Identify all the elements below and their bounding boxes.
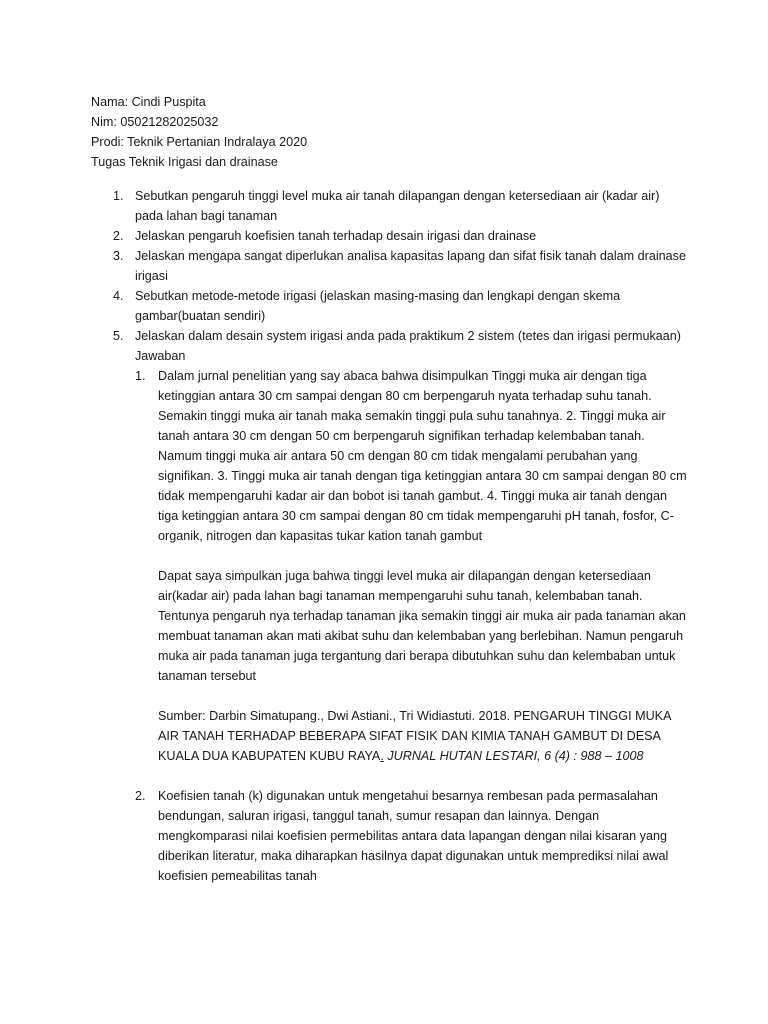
answer-paragraph: Dapat saya simpulkan juga bahwa tinggi level muka air dilapangan dengan ketersediaan air(kadar air) pada lahan bagi tanaman mempengaruhi suhu tanah, kelembaban tanah. Tentunya pengaruh nya terhadap tanaman jika semakin tinggi air muka air pada tanaman akan membuat tanaman akan mati akibat suhu dan kelembaban yang berlebihan. Namun pengaruh muka air pada tanaman juga tergantung dari berapa dibutuhkan suhu dan kelembaban untuk tanaman tersebut — [158, 569, 686, 683]
question-item — [91, 186, 688, 226]
source-text: Sumber: Darbin Simatupang., Dwi Astiani., Tri Widiastuti. 2018. PENGARUH TINGGI MUKA AIR TANAH TERHADAP BEBERAPA SIFAT FISIK DAN KIMIA TANAH GAMBUT DI DESA KUALA DUA KABUPATEN KUBU RAYA — [158, 709, 671, 763]
question-number: 3. — [113, 249, 124, 263]
question-list — [91, 186, 688, 886]
answer-list — [135, 366, 688, 886]
question-item — [91, 246, 688, 286]
journal-title: JURNAL HUTAN LESTARI, 6 (4) : 988 – 1008 — [383, 749, 644, 763]
question-item — [91, 326, 688, 886]
question-text: Jelaskan dalam desain system irigasi anda pada praktikum 2 sistem (tetes dan irigasi permukaan) — [135, 329, 681, 343]
answer-item — [135, 786, 688, 886]
question-number: 1. — [113, 189, 124, 203]
answer-item — [135, 366, 688, 786]
question-item — [91, 226, 688, 246]
assignment-title: Tugas Teknik Irigasi dan drainase — [91, 155, 278, 169]
answer-heading: Jawaban — [135, 349, 186, 363]
source-citation — [158, 706, 688, 766]
question-number: 2. — [113, 229, 124, 243]
question-text: Jelaskan mengapa sangat diperlukan analisa kapasitas lapang dan sifat fisik tanah dalam drainase irigasi — [135, 249, 686, 283]
question-text: Sebutkan pengaruh tinggi level muka air tanah dilapangan dengan ketersediaan air (kadar air) pada lahan bagi tanaman — [135, 189, 660, 223]
question-number: 4. — [113, 289, 124, 303]
question-text: Jelaskan pengaruh koefisien tanah terhadap desain irigasi dan drainase — [135, 229, 537, 243]
answer-number: 1. — [135, 369, 146, 383]
question-item — [91, 286, 688, 326]
answer-number: 2. — [135, 789, 146, 803]
student-nim: Nim: 05021282025032 — [91, 115, 219, 129]
answer-paragraph: Dalam jurnal penelitian yang say abaca bahwa disimpulkan Tinggi muka air dengan tiga ketinggian antara 30 cm sampai dengan 80 cm berpengaruh nyata terhadap suhu tanah. Semakin tinggi muka air tanah maka semakin tinggi pula suhu tanahnya. 2. Tinggi muka air tanah antara 30 cm dengan 50 cm berpengaruh signifikan terhadap kelembaban tanah. Namum tinggi muka air antara 50 cm dengan 80 cm tidak mengalami perubahan yang signifikan. 3. Tinggi muka air tanah dengan tiga ketinggian antara 30 cm sampai dengan 80 cm tidak mempengaruhi kadar air dan bobot isi tanah gambut. 4. Tinggi muka air tanah dengan tiga ketinggian antara 30 cm sampai dengan 80 cm tidak mempengaruhi pH tanah, fosfor, C-organik, nitrogen dan kapasitas tukar kation tanah gambut — [158, 369, 687, 543]
question-text: Sebutkan metode-metode irigasi (jelaskan masing-masing dan lengkapi dengan skema gambar(buatan sendiri) — [135, 289, 621, 323]
question-number: 5. — [113, 329, 124, 343]
source-dot: . — [380, 749, 384, 763]
student-name: Nama: Cindi Puspita — [91, 95, 206, 109]
answer-paragraph: Koefisien tanah (k) digunakan untuk mengetahui besarnya rembesan pada permasalahan bendungan, saluran irigasi, tanggul tanah, sumur resapan dan lainnya. Dengan mengkomparasi nilai koefisien permebilitas antara data lapangan dengan nilai kisaran yang diberikan literatur, maka diharapkan hasilnya dapat digunakan untuk memprediksi nilai awal koefisien pemeabilitas tanah — [158, 789, 669, 883]
study-program: Prodi: Teknik Pertanian Indralaya 2020 — [91, 135, 308, 149]
